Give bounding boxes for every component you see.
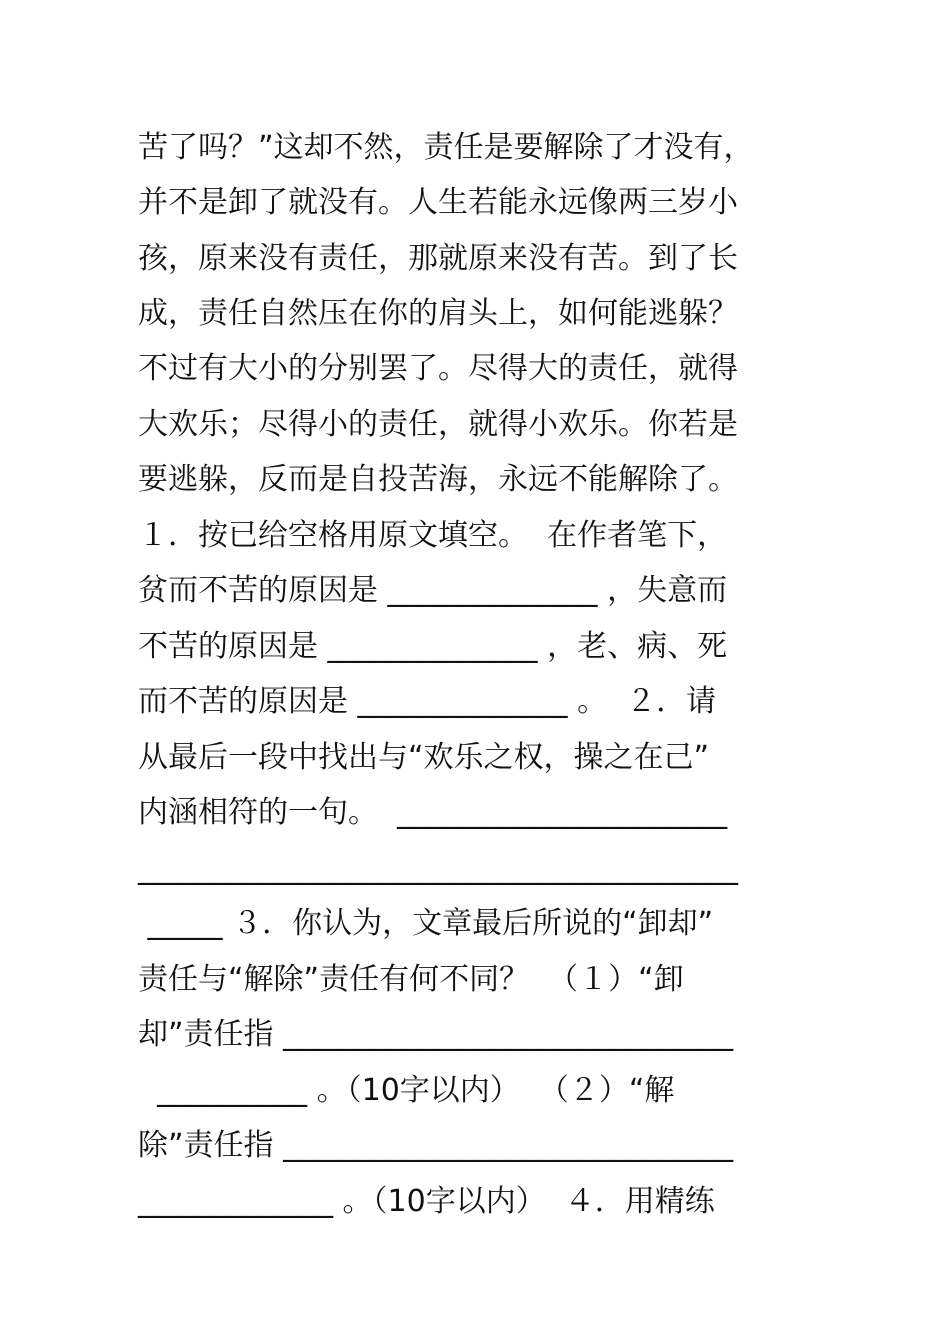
text-line: 大欢乐；尽得小的责任，就得小欢乐。你若是 xyxy=(138,407,738,442)
text-line: 孩，原来没有责任，那就原来没有苦。到了长 xyxy=(138,241,738,276)
question-3-blank-line: 除”责任指 ______________________________ xyxy=(138,1128,734,1163)
question-2-line: 从最后一段中找出与“欢乐之权，操之在己” xyxy=(138,740,710,775)
question-3-line: _____ ３．你认为，文章最后所说的“卸却” xyxy=(138,906,714,941)
question-1-blank-line: 不苦的原因是 ______________ ，老、病、死 xyxy=(138,629,728,664)
question-2-answer-line: 内涵相符的一句。 ______________________ xyxy=(138,795,728,830)
answer-blank-line: ________________________________________ xyxy=(138,851,738,886)
question-3-blank-line: __________ 。（10字以内） （２）“解 xyxy=(138,1073,675,1108)
question-4-line: _____________ 。（10字以内） ４．用精练 xyxy=(138,1184,715,1219)
text-line: 要逃躲，反而是自投苦海，永远不能解除了。 xyxy=(138,462,738,497)
question-1-line: １．按已给空格用原文填空。 在作者笔下， xyxy=(138,518,728,553)
text-line: 成，责任自然压在你的肩头上，如何能逃躲？ xyxy=(138,296,738,331)
question-3-blank-line: 却”责任指 ______________________________ xyxy=(138,1017,734,1052)
text-line: 并不是卸了就没有。人生若能永远像两三岁小 xyxy=(138,185,738,220)
question-2-line: 而不苦的原因是 ______________ 。 ２．请 xyxy=(138,684,717,719)
text-line: 不过有大小的分别罢了。尽得大的责任，就得 xyxy=(138,351,738,386)
text-line: 苦了吗？”这却不然，责任是要解除了才没有， xyxy=(138,130,754,165)
question-1-blank-line: 贫而不苦的原因是 ______________ ，失意而 xyxy=(138,573,728,608)
question-3-line: 责任与“解除”责任有何不同？ （１）“卸 xyxy=(138,962,684,997)
